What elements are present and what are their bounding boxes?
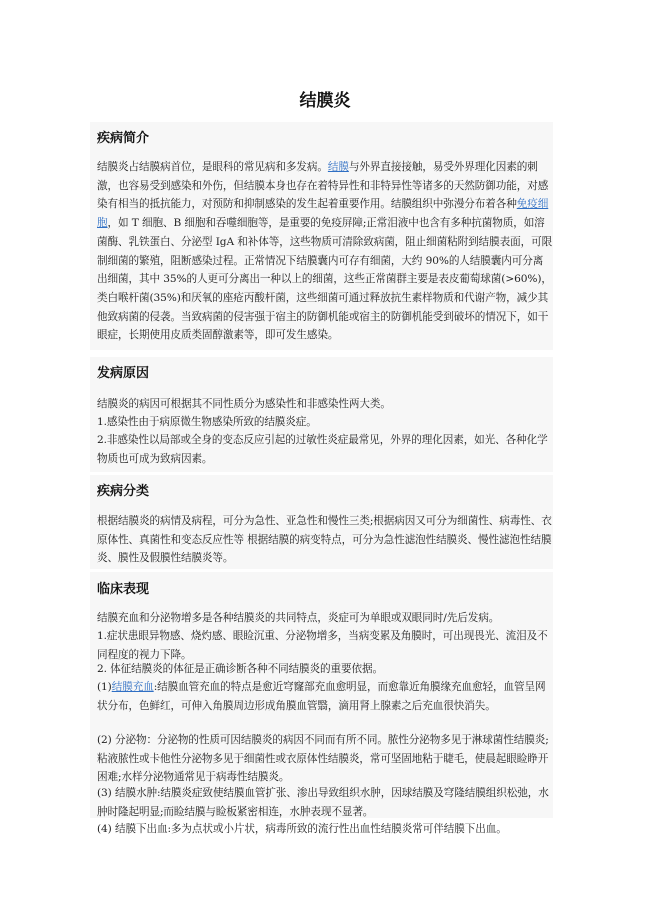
classification-paragraph: 根据结膜炎的病情及病程，可分为急性、亚急性和慢性三类;根据病因又可分为细菌性、病毒性、衣原体性、真菌性和变态反应性等 根据结膜的病变特点，可分为急性滤泡性结膜炎、慢性滤泡性结膜炎、膜性及假膜性结膜炎等。 (97, 515, 552, 565)
section-heading-intro: 疾病简介 (97, 131, 150, 146)
page-title: 结膜炎 (299, 91, 351, 111)
clinical-l4-prefix: (1) (97, 681, 112, 693)
clinical-line-7: (4) 结膜下出血:多为点状或小片状，病毒所致的流行性出血性结膜炎常可伴结膜下出血。 (97, 823, 507, 835)
intro-text-2: 与外界直接接触，易受外界理化因素的刺激，也容易受到感染和外伤，但结膜本身也存在着特异性和非特异性等诸多的天然防御功能，对感染有相当的抵抗能力，对预防和抑制感染的发生起着重要作用。结膜组织中弥漫分布着各种 (97, 161, 549, 211)
link-conjunctival-hyperemia[interactable]: 结膜充血 (111, 681, 154, 693)
section-heading-cause: 发病原因 (97, 366, 150, 381)
clinical-line-5: (2) 分泌物：分泌物的性质可因结膜炎的病因不同而有所不同。脓性分泌物多见于淋球菌性结膜炎;粘液脓性或卡他性分泌物多见于细菌性或衣原体性结膜炎，常可坚固地粘于睫毛，使晨起眼睑睁开困难;水样分泌物通常见于病毒性结膜炎。 (97, 734, 549, 784)
clinical-line-3: 2. 体征结膜炎的体征是正确诊断各种不同结膜炎的重要依据。 (97, 663, 384, 675)
clinical-line-1: 结膜充血和分泌物增多是各种结膜炎的共同特点，炎症可为单眼或双眼同时/先后发病。 (97, 612, 500, 624)
intro-paragraph (97, 158, 553, 345)
section-heading-classification: 疾病分类 (97, 484, 150, 499)
link-conjunctiva[interactable]: 结膜 (327, 161, 349, 173)
cause-line-3: 2.非感染性以局部或全身的变态反应引起的过敏性炎症最常见，外界的理化因素，如光、各种化学物质也可成为致病因素。 (97, 434, 548, 465)
clinical-line-6: (3) 结膜水肿:结膜炎症致使结膜血管扩张、渗出导致组织水肿，因球结膜及穹隆结膜组织松弛，水肿时隆起明显;而睑结膜与睑板紧密相连，水肿表现不显著。 (97, 787, 549, 818)
clinical-line-2: 1.症状患眼异物感、烧灼感、眼睑沉重、分泌物增多，当病变累及角膜时，可出现畏光、流泪及不同程度的视力下降。 (97, 630, 548, 661)
link-immune-cells[interactable]: 免疫细胞 (97, 198, 549, 230)
intro-text-1: 结膜炎占结膜病首位，是眼科的常见病和多发病。 (97, 161, 328, 173)
cause-line-2: 1.感染性由于病原微生物感染所致的结膜炎症。 (97, 416, 317, 428)
section-heading-clinical: 临床表现 (97, 582, 150, 597)
clinical-l4-text: :结膜血管充血的特点是愈近穹窿部充血愈明显，而愈靠近角膜缘充血愈轻，血管呈网状分布，色鲜红，可伸入角膜周边形成角膜血管翳，滴用肾上腺素之后充血很快消失。 (97, 681, 546, 712)
intro-text-3: ，如 T 细胞、B 细胞和吞噬细胞等，是重要的免疫屏障;正常泪液中也含有多种抗菌物质，如溶菌酶、乳铁蛋白、分泌型 IgA 和补体等，这些物质可清除致病菌，阻止细菌粘附到结膜表面，可限制细菌的繁殖，阻断感染过程。正常情况下结膜囊内可存有细菌，大约 90%的人结膜囊内可分离出细菌，其中 35%的人更可分离出一种以上的细菌，这些正常菌群主要是表皮葡萄球菌(>60%)，类白喉杆菌(35%)和厌氧的座疮丙酸杆菌，这些细菌可通过释放抗生素样物质和代谢产物，减少其他致病菌的侵袭。当致病菌的侵害强于宿主的防御机能或宿主的防御机能受到破坏的情况下，如干眼症，长期使用皮质类固醇激素等，即可发生感染。 (97, 217, 553, 342)
cause-line-1: 结膜炎的病因可根据其不同性质分为感染性和非感染性两大类。 (97, 398, 391, 410)
clinical-line-4 (97, 678, 553, 715)
